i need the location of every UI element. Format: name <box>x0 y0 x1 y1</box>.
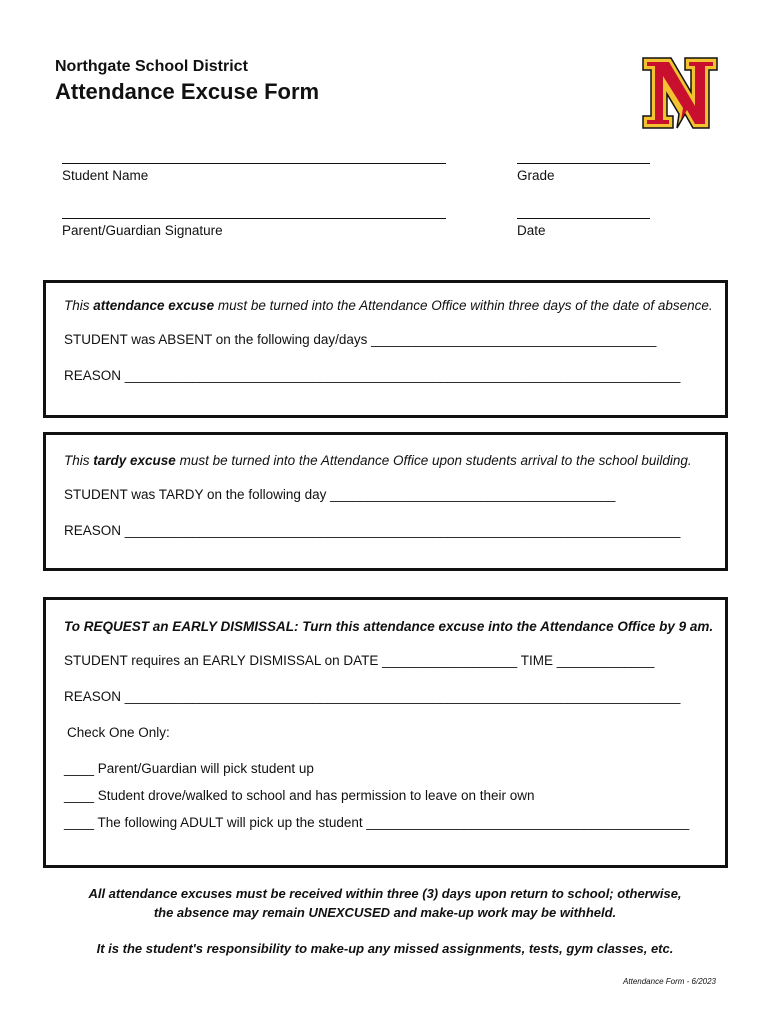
signature-label: Parent/Guardian Signature <box>62 223 223 238</box>
tardy-note: This tardy excuse must be turned into the Attendance Office upon students arrival to the school building. <box>64 453 692 468</box>
option-adult-pickup[interactable]: ____ The following ADULT will pick up the student ___________________________________________ <box>64 815 690 830</box>
footer-notice-line1: All attendance excuses must be received within three (3) days upon return to school; otherwise, <box>88 886 682 901</box>
district-name: Northgate School District <box>55 58 248 75</box>
option-guardian-pickup[interactable]: ____ Parent/Guardian will pick student up <box>64 761 314 776</box>
absence-note: This attendance excuse must be turned into the Attendance Office within three days of the date of absence. <box>64 298 713 313</box>
footer-responsibility: It is the student's responsibility to make-up any missed assignments, tests, gym classes, etc. <box>96 941 674 956</box>
school-logo-n-icon <box>641 56 719 130</box>
tardy-section <box>43 432 728 571</box>
option-student-leave[interactable]: ____ Student drove/walked to school and has permission to leave on their own <box>64 788 535 803</box>
absence-section <box>43 280 728 418</box>
absence-reason-field[interactable]: REASON __________________________________________________________________________ <box>64 368 681 383</box>
footer-notice-line2: the absence may remain UNEXCUSED and make-up work may be withheld. <box>153 905 617 920</box>
check-one-label: Check One Only: <box>67 725 170 740</box>
early-dismissal-section <box>43 597 728 868</box>
tardy-day-field[interactable]: STUDENT was TARDY on the following day ______________________________________ <box>64 487 616 502</box>
grade-line[interactable] <box>517 163 650 164</box>
tardy-reason-field[interactable]: REASON __________________________________________________________________________ <box>64 523 681 538</box>
date-label: Date <box>517 223 546 238</box>
date-line[interactable] <box>517 218 650 219</box>
dismissal-heading: To REQUEST an EARLY DISMISSAL: Turn this attendance excuse into the Attendance Office by 9 am. <box>64 619 714 634</box>
student-name-line[interactable] <box>62 163 446 164</box>
grade-label: Grade <box>517 168 555 183</box>
signature-line[interactable] <box>62 218 446 219</box>
absent-days-field[interactable]: STUDENT was ABSENT on the following day/days ______________________________________ <box>64 332 657 347</box>
student-name-label: Student Name <box>62 168 149 183</box>
form-revision: Attendance Form - 6/2023 <box>623 977 716 986</box>
page-title: Attendance Excuse Form <box>55 79 320 104</box>
dismissal-date-time-field[interactable]: STUDENT requires an EARLY DISMISSAL on DATE __________________ TIME _____________ <box>64 653 655 668</box>
dismissal-reason-field[interactable]: REASON __________________________________________________________________________ <box>64 689 681 704</box>
